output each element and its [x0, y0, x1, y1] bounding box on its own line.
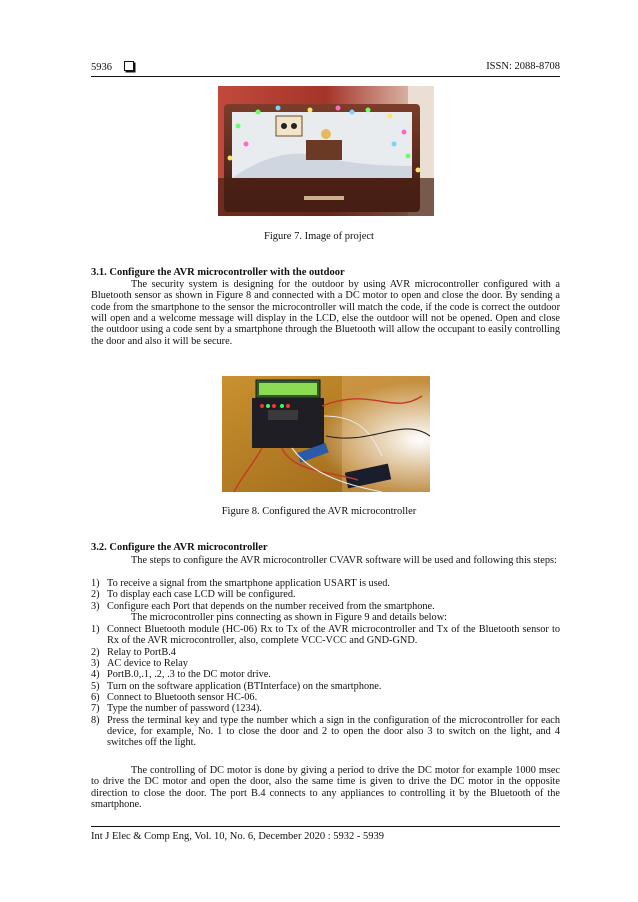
figure-8-caption: Figure 8. Configured the AVR microcontroller	[221, 506, 417, 517]
list-item: 3) AC device to Relay	[91, 658, 188, 670]
list-item: 1) To receive a signal from the smartphone application USART is used.	[91, 578, 390, 589]
section-3-2-intro: The steps to configure the AVR microcontroller CVAVR software will be used and following this steps:	[131, 555, 557, 566]
list-item: 4) PortB.0,.1, .2, .3 to the DC motor drive.	[91, 669, 271, 681]
page-header-left	[91, 61, 134, 73]
list-item: 2) Relay to PortB.4	[91, 646, 176, 658]
issn-label: ISSN: 2088-8708	[486, 61, 560, 72]
list-item: 2) To display each case LCD will be configured.	[91, 589, 296, 601]
footer-divider	[91, 826, 560, 827]
section-3-2-title: 3.2. Configure the AVR microcontroller	[91, 542, 268, 553]
figure-7-image	[218, 86, 434, 216]
header-divider	[91, 76, 560, 77]
list-item: 6) Connect to Bluetooth sensor HC-06.	[91, 692, 258, 704]
list-item: 1) Connect Bluetooth module (HC-06) Rx to Tx of the AVR microcontroller and Tx of the Bluetooth sensor to Rx of the AVR microcontroller, also, complete VCC-VCC and GND-GND.	[91, 624, 560, 647]
list-item: 7) Type the number of password (1234).	[91, 703, 262, 715]
list-item: 8) Press the terminal key and type the number which a sign in the configuration of the microcontroller for each device, for example, No. 1 to close the door and 2 to open the door also 3 to switch on the light, and 4 switches off the light.	[91, 714, 560, 749]
avr-board-photo	[222, 376, 430, 492]
project-photo	[218, 86, 434, 216]
config-steps-list	[91, 578, 560, 612]
section-3-1-title: 3.1. Configure the AVR microcontroller with the outdoor	[91, 267, 345, 278]
figure-7-caption: Figure 7. Image of project	[264, 231, 374, 242]
square-bullet-icon	[124, 61, 134, 71]
section-3-1-paragraph: The security system is designing for the outdoor by using AVR microcontroller configured with a Bluetooth sensor as shown in Figure 8 and connected with a DC motor to open and close the door. By sending a code from the smartphone to the sensor the microcontroller will match the code, if the code is correct the outdoor will open and a welcome message will display in the LCD, else the outdoor will not be opened. Open and close the outdoor using a code sent by a smartphone through the Bluetooth will allow the occupant to easily controlling the door and also it will be secure.	[91, 279, 560, 347]
pins-intro: The microcontroller pins connecting as shown in Figure 9 and details below:	[131, 612, 447, 623]
figure-8-image	[222, 376, 430, 492]
list-item: 5) Turn on the software application (BTInterface) on the smartphone.	[91, 680, 382, 692]
page-number: 5936	[91, 62, 112, 73]
journal-citation: Int J Elec & Comp Eng, Vol. 10, No. 6, December 2020 : 5932 - 5939	[91, 831, 384, 842]
closing-paragraph: The controlling of DC motor is done by giving a period to drive the DC motor for example 1000 msec to drive the DC motor and open the door, also the same time is given to drive the DC motor in the opposite direction to close the door. The port B.4 connects to any appliances to controlling it by the Bluetooth of the smartphone.	[91, 765, 560, 811]
list-item: 3) Configure each Port that depends on the number received from the smartphone.	[91, 600, 435, 612]
pin-connections-list	[91, 624, 560, 749]
